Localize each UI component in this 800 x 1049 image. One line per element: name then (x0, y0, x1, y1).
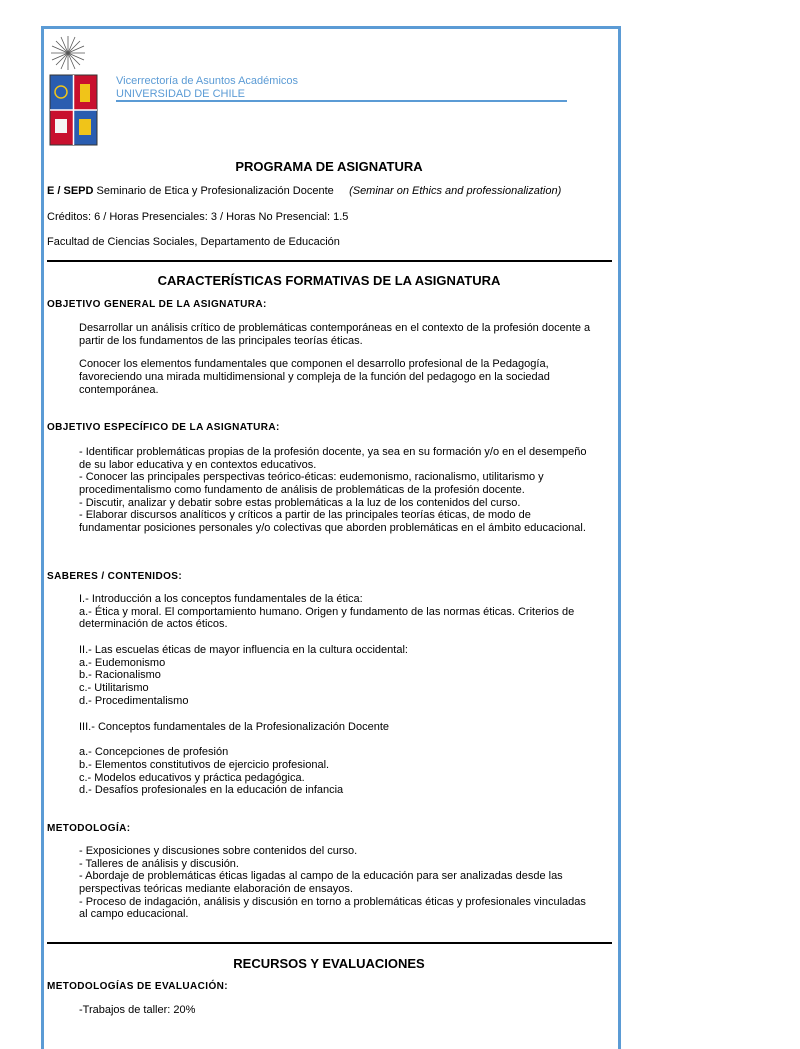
paragraph-line: d.- Desafíos profesionales en la educación de infancia (79, 784, 344, 797)
shield-icon (50, 75, 97, 145)
universidad-label: UNIVERSIDAD DE CHILE (116, 88, 245, 100)
university-crest-logo (49, 34, 99, 146)
paragraph-line: contemporánea. (79, 383, 159, 396)
paragraph-spacer (79, 708, 574, 721)
objetivo-general-heading: OBJETIVO GENERAL DE LA ASIGNATURA: (47, 299, 267, 310)
course-name: Seminario de Etica y Profesionalización Docente (96, 185, 334, 197)
paragraph-line: - Exposiciones y discusiones sobre contenidos del curso. (79, 845, 358, 857)
section-divider (47, 260, 612, 262)
paragraph-line: partir de los fundamentos de las principales teorías éticas. (79, 334, 363, 347)
paragraph-line: - Conocer las principales perspectivas teórico-éticas: eudemonismo, racionalismo, utilitarismo y (79, 471, 544, 484)
paragraph-line: I.- Introducción a los conceptos fundamentales de la ética: (79, 593, 363, 605)
saberes-text (79, 593, 574, 797)
evaluacion-text (79, 1004, 195, 1017)
metodologia-text (79, 845, 586, 921)
paragraph-spacer (79, 631, 574, 644)
paragraph-spacer (79, 347, 590, 358)
paragraph-line: determinación de actos éticos. (79, 618, 228, 631)
header-divider (116, 100, 567, 102)
credits-line: Créditos: 6 / Horas Presenciales: 3 / Horas No Presencial: 1.5 (47, 211, 349, 223)
paragraph-line: a.- Concepciones de profesión (79, 746, 229, 759)
paragraph-line: c.- Modelos educativos y práctica pedagógica. (79, 771, 305, 784)
paragraph-line: a.- Eudemonismo (79, 656, 166, 669)
paragraph-line: - Proceso de indagación, análisis y discusión en torno a problemáticas éticas y profesionales vinculadas (79, 895, 586, 908)
metodologias-evaluacion-heading: METODOLOGÍAS DE EVALUACIÓN: (47, 981, 228, 992)
paragraph-line: b.- Racionalismo (79, 669, 161, 682)
paragraph-line: fundamentar posiciones personales y/o colectivas que aborden problemáticas en el ámbito educacional. (79, 522, 586, 535)
recursos-title: RECURSOS Y EVALUACIONES (233, 956, 425, 971)
paragraph-line: de su labor educativa y en contextos educativos. (79, 458, 317, 471)
paragraph-line: Desarrollar un análisis crítico de problemáticas contemporáneas en el contexto de la profesión docente a (79, 322, 591, 334)
course-name-line (47, 185, 561, 197)
program-title: PROGRAMA DE ASIGNATURA (235, 159, 423, 174)
paragraph-line: II.- Las escuelas éticas de mayor influencia en la cultura occidental: (79, 644, 408, 657)
paragraph-line: favoreciendo una mirada multidimensional y compleja de la función del pedagogo en la sociedad (79, 371, 550, 384)
paragraph-line: III.- Conceptos fundamentales de la Profesionalización Docente (79, 720, 390, 733)
paragraph-line: - Discutir, analizar y debatir sobre estas problemáticas a la luz de los contenidos del curso. (79, 496, 521, 509)
paragraph-line: - Identificar problemáticas propias de la profesión docente, ya sea en su formación y/o en el desempeño (79, 446, 587, 458)
course-english-name: (Seminar on Ethics and professionalization) (349, 185, 562, 197)
saberes-heading: SABERES / CONTENIDOS: (47, 571, 183, 582)
star-icon (51, 36, 85, 70)
paragraph-spacer (79, 733, 574, 746)
paragraph-line: - Abordaje de problemáticas éticas ligadas al campo de la educación para ser analizadas desde las (79, 870, 563, 883)
paragraph-line: perspectivas teóricas mediante elaboración de ensayos. (79, 883, 353, 896)
objetivo-especifico-text (79, 446, 587, 535)
paragraph-line: procedimentalismo como fundamento de análisis de problemáticas de la profesión docente. (79, 484, 525, 497)
section-divider (47, 942, 612, 944)
paragraph-line: al campo educacional. (79, 908, 189, 921)
paragraph-line: - Talleres de análisis y discusión. (79, 857, 239, 870)
paragraph-line: - Elaborar discursos analíticos y críticos a partir de las principales teorías éticas, de modo de (79, 509, 531, 522)
objetivo-general-text (79, 322, 590, 396)
paragraph-line: -Trabajos de taller: 20% (79, 1004, 196, 1016)
paragraph-line: d.- Procedimentalismo (79, 694, 189, 707)
caracteristicas-title: CARACTERÍSTICAS FORMATIVAS DE LA ASIGNATURA (157, 273, 501, 288)
objetivo-especifico-heading: OBJETIVO ESPECÍFICO DE LA ASIGNATURA: (47, 422, 280, 433)
faculty-line: Facultad de Ciencias Sociales, Departamento de Educación (47, 236, 340, 248)
vicerrectoria-label: Vicerrectoría de Asuntos Académicos (116, 75, 299, 87)
paragraph-line: b.- Elementos constitutivos de ejercicio profesional. (79, 758, 330, 771)
paragraph-line: c.- Utilitarismo (79, 682, 149, 695)
course-code: E / SEPD (47, 185, 94, 197)
paragraph-line: Conocer los elementos fundamentales que componen el desarrollo profesional de la Pedagogía, (79, 358, 549, 371)
paragraph-line: a.- Ética y moral. El comportamiento humano. Origen y fundamento de las normas éticas. Criterios de (79, 605, 575, 618)
metodologia-heading: METODOLOGÍA: (47, 823, 131, 834)
